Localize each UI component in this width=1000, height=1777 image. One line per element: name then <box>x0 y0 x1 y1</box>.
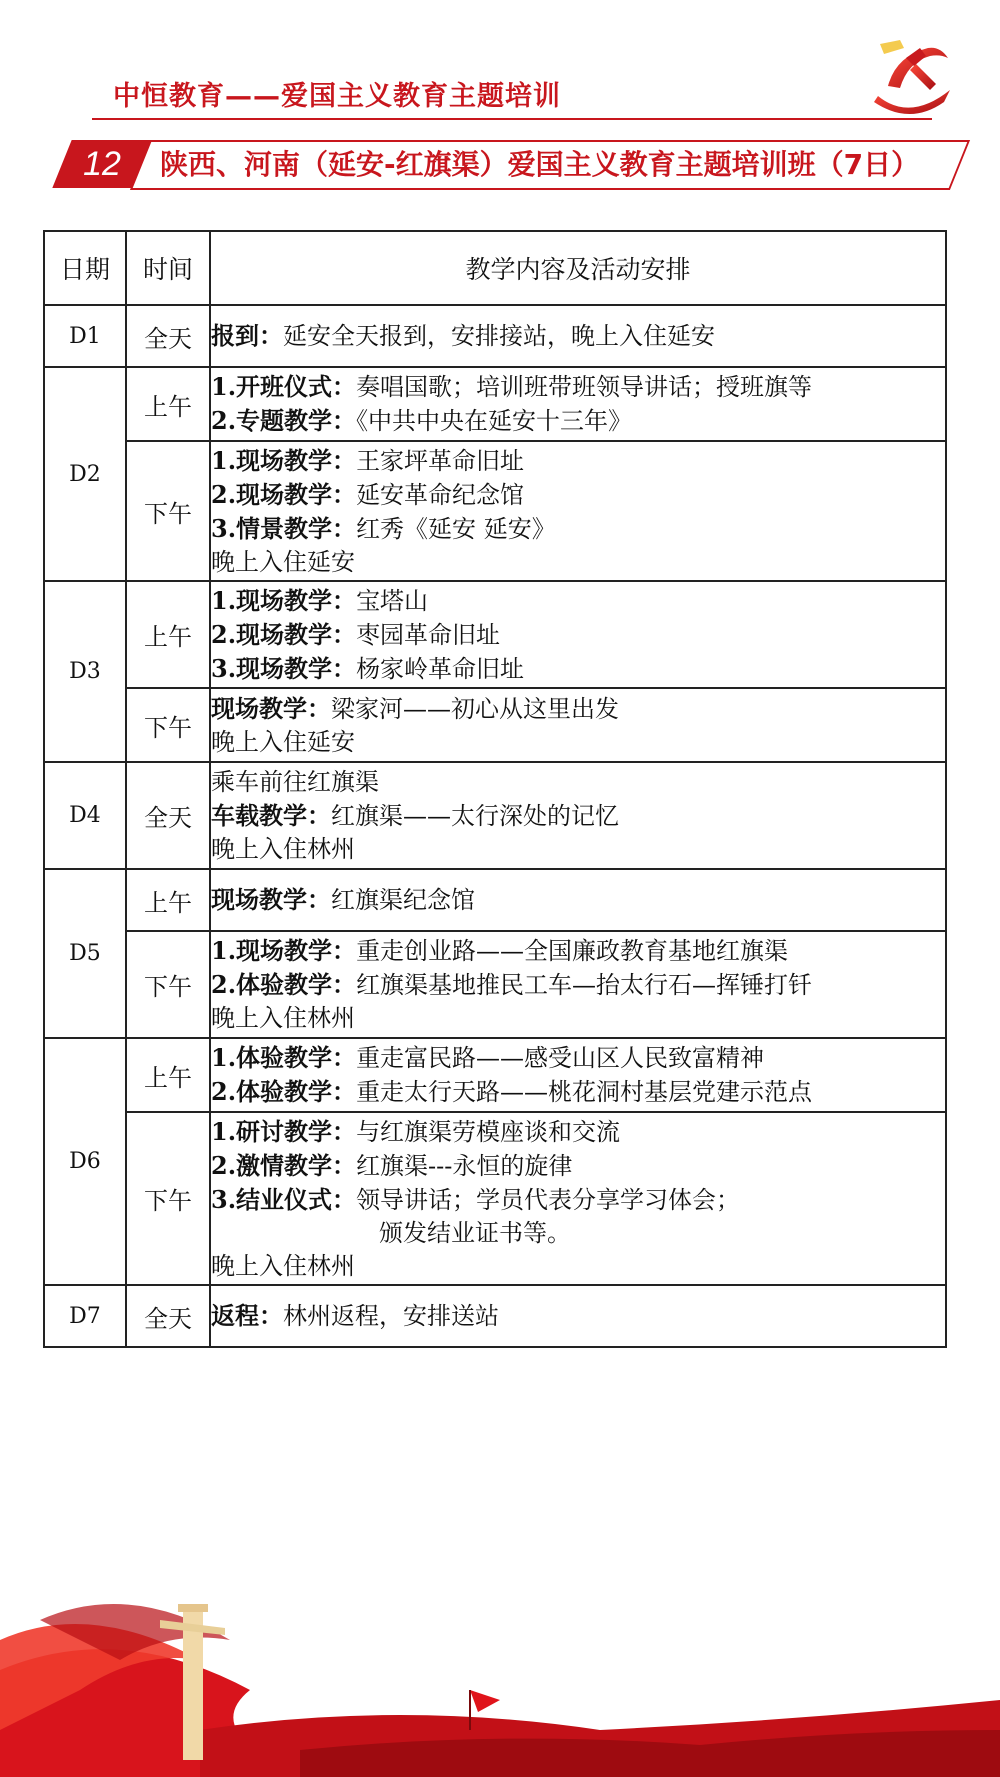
item-text: 梁家河——初心从这里出发 <box>331 694 619 723</box>
item-label: 2.现场教学： <box>211 619 357 649</box>
content-line <box>211 652 945 686</box>
item-label: 1.现场教学： <box>211 936 357 965</box>
table-row <box>44 581 946 688</box>
table-row <box>44 1038 946 1112</box>
item-text: 红旗渠纪念馆 <box>331 886 475 914</box>
item-text: 红旗渠——太行深处的记忆 <box>331 801 619 830</box>
footer-decoration <box>0 1580 1000 1777</box>
time-cell: 全天 <box>126 305 210 367</box>
item-label: 2.现场教学： <box>211 479 357 509</box>
content-cell <box>210 688 946 762</box>
content-line <box>211 1299 945 1333</box>
table-row <box>44 931 946 1038</box>
item-label: 1.体验教学： <box>211 1043 357 1072</box>
content-line <box>211 1041 945 1075</box>
course-number: 12 <box>83 145 121 183</box>
item-text: 《中共中央在延安十三年》 <box>356 407 633 435</box>
item-label: 2.体验教学： <box>211 1077 357 1106</box>
item-label: 1.现场教学： <box>211 585 357 615</box>
item-text: 晚上入住延安 <box>211 727 355 756</box>
item-text: 延安全天报到，安排接站，晚上入住延安 <box>283 322 715 350</box>
item-label: 3.情景教学： <box>211 513 357 543</box>
content-cell <box>210 305 946 367</box>
content-line <box>211 968 945 1002</box>
day-cell: D2 <box>44 367 126 581</box>
day-cell: D4 <box>44 762 126 869</box>
item-label: 1.现场教学： <box>211 445 357 475</box>
item-text: 红旗渠基地推民工车—抬太行石—挥锤打钎 <box>356 971 813 999</box>
item-text: 晚上入住林州 <box>211 1004 355 1032</box>
content-line <box>211 1075 945 1109</box>
header-date: 日期 <box>44 231 126 305</box>
item-label: 2.专题教学： <box>211 406 357 435</box>
content-line <box>211 512 945 546</box>
item-text: 颁发结业证书等。 <box>379 1218 571 1247</box>
day-cell: D3 <box>44 581 126 762</box>
content-line <box>211 444 945 478</box>
table-row <box>44 367 946 441</box>
content-line <box>211 799 945 833</box>
table-row <box>44 1112 946 1285</box>
day-cell: D7 <box>44 1285 126 1347</box>
content-cell <box>210 367 946 441</box>
item-text: 杨家岭革命旧址 <box>356 654 525 683</box>
content-cell <box>210 869 946 931</box>
item-label: 车载教学： <box>211 800 331 830</box>
content-line <box>211 1002 945 1035</box>
item-text: 晚上入住林州 <box>211 1251 355 1280</box>
time-cell: 下午 <box>126 1112 210 1285</box>
item-text: 枣园革命旧址 <box>356 620 501 649</box>
content-line <box>211 766 945 799</box>
content-line <box>211 546 945 579</box>
table-row <box>44 305 946 367</box>
table-header-row <box>44 231 946 305</box>
content-line <box>211 478 945 512</box>
content-line <box>211 1250 945 1283</box>
item-text: 领导讲话；学员代表分享学习体会； <box>356 1185 741 1214</box>
item-label: 3.结业仪式： <box>211 1184 357 1214</box>
table-row <box>44 762 946 869</box>
content-line <box>211 692 945 726</box>
item-text: 红旗渠---永恒的旋律 <box>356 1151 573 1180</box>
content-line <box>211 319 945 353</box>
time-cell: 下午 <box>126 688 210 762</box>
item-text: 重走太行天路——桃花洞村基层党建示范点 <box>356 1078 813 1106</box>
item-label: 2.体验教学： <box>211 970 357 999</box>
content-line <box>211 1115 945 1149</box>
item-label: 2.激情教学： <box>211 1150 357 1180</box>
content-cell <box>210 1038 946 1112</box>
item-label: 现场教学： <box>211 885 331 914</box>
item-text: 奏唱国歌；培训班带班领导讲话；授班旗等 <box>356 373 813 401</box>
item-text: 乘车前往红旗渠 <box>211 767 379 796</box>
item-text: 延安革命纪念馆 <box>356 480 525 509</box>
content-line <box>211 370 945 404</box>
time-cell: 上午 <box>126 367 210 441</box>
item-text: 晚上入住延安 <box>211 547 355 576</box>
schedule-table <box>43 230 947 1348</box>
table-row <box>44 441 946 581</box>
item-text: 与红旗渠劳模座谈和交流 <box>356 1117 621 1146</box>
item-label: 报到： <box>211 321 283 350</box>
header-title: 中恒教育——爱国主义教育主题培训 <box>113 81 561 112</box>
item-label: 3.现场教学： <box>211 653 357 683</box>
time-cell: 下午 <box>126 441 210 581</box>
time-cell: 全天 <box>126 762 210 869</box>
content-cell <box>210 581 946 688</box>
content-line <box>211 1149 945 1183</box>
item-label: 1.开班仪式： <box>211 372 357 401</box>
item-label: 1.研讨教学： <box>211 1116 357 1146</box>
time-cell: 上午 <box>126 581 210 688</box>
item-text: 林州返程，安排送站 <box>283 1302 499 1330</box>
content-line <box>211 726 945 759</box>
table-row <box>44 688 946 762</box>
time-cell: 上午 <box>126 869 210 931</box>
party-emblem-icon <box>870 36 960 118</box>
item-text: 红秀《延安 延安》 <box>356 514 556 543</box>
content-cell <box>210 1112 946 1285</box>
content-cell <box>210 1285 946 1347</box>
header-content: 教学内容及活动安排 <box>210 231 946 305</box>
content-line <box>211 833 945 866</box>
content-cell <box>210 441 946 581</box>
content-cell <box>210 931 946 1038</box>
content-line <box>211 934 945 968</box>
course-title: 陕西、河南（延安-红旗渠）爱国主义教育主题培训班（7日） <box>160 148 920 181</box>
item-text: 王家坪革命旧址 <box>356 446 525 475</box>
table-row <box>44 1285 946 1347</box>
content-cell <box>210 762 946 869</box>
content-line <box>211 404 945 438</box>
content-line <box>211 1183 945 1217</box>
day-cell: D6 <box>44 1038 126 1285</box>
time-cell: 全天 <box>126 1285 210 1347</box>
item-text: 重走创业路——全国廉政教育基地红旗渠 <box>356 937 789 965</box>
time-cell: 下午 <box>126 931 210 1038</box>
content-line <box>211 1217 945 1250</box>
day-cell: D1 <box>44 305 126 367</box>
header-time: 时间 <box>126 231 210 305</box>
day-cell: D5 <box>44 869 126 1038</box>
time-cell: 上午 <box>126 1038 210 1112</box>
header-divider <box>92 118 932 120</box>
content-line <box>211 618 945 652</box>
item-text: 重走富民路——感受山区人民致富精神 <box>356 1044 765 1072</box>
item-label: 现场教学： <box>211 693 331 723</box>
content-line <box>211 584 945 618</box>
item-text: 宝塔山 <box>356 586 429 615</box>
content-line <box>211 883 945 917</box>
item-text: 晚上入住林州 <box>211 834 355 863</box>
item-label: 返程： <box>211 1301 283 1330</box>
table-row <box>44 869 946 931</box>
